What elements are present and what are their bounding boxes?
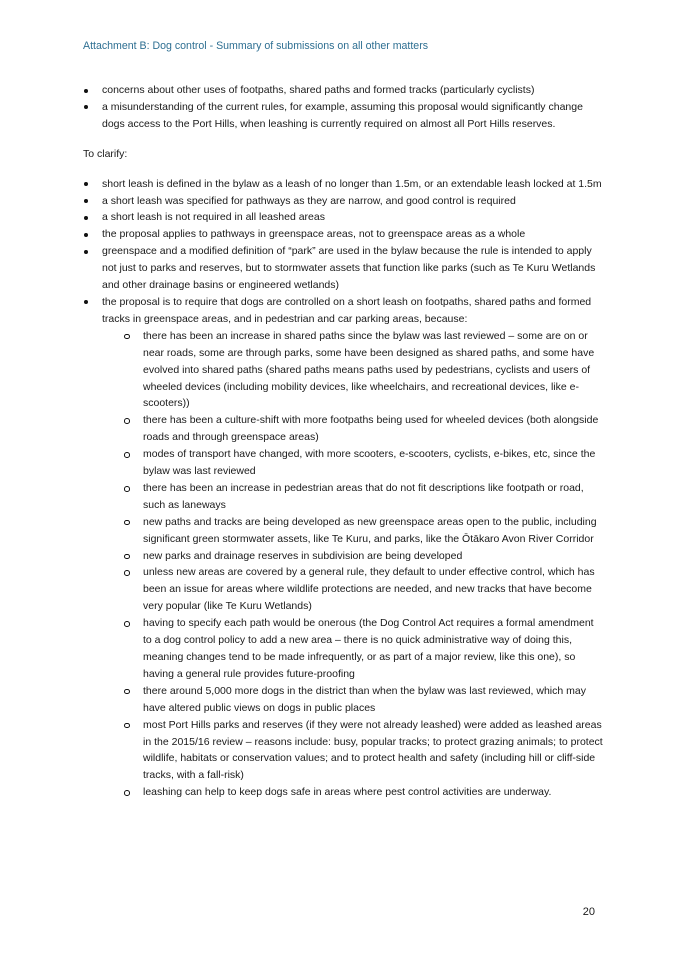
sub-bullet-item: there has been a culture-shift with more footpaths being used for wheeled devices (both alongside roads and through greenspace areas) — [102, 412, 603, 446]
sub-bullet-item: there around 5,000 more dogs in the district than when the bylaw was last reviewed, which may have altered public views on dogs in public places — [102, 683, 603, 717]
sub-bullet-item: new parks and drainage reserves in subdivision are being developed — [102, 548, 603, 565]
bullet-item-with-sublist — [83, 294, 603, 801]
intro-bullet-list — [83, 82, 603, 133]
sub-bullet-item: having to specify each path would be onerous (the Dog Control Act requires a formal amendment to a dog control policy to add a new area – there is no quick administrative way of doing this, meaning changes tend to be made infrequently, or as part of a major review, like this one), so having a general rule provides future-proofing — [102, 615, 603, 683]
bullet-item: the proposal applies to pathways in greenspace areas, not to greenspace areas as a whole — [83, 226, 603, 243]
bullet-item-text: the proposal is to require that dogs are controlled on a short leash on footpaths, shared paths and formed tracks in greenspace areas, and in pedestrian and car parking areas, because: — [102, 295, 592, 325]
document-body — [83, 82, 603, 801]
bullet-item: greenspace and a modified definition of “park” are used in the bylaw because the rule is intended to apply not just to parks and reserves, but to stormwater assets that function like parks (such as Te Kuru Wetlands and other drainage basins or engineered wetlands) — [83, 243, 603, 294]
attachment-header: Attachment B: Dog control - Summary of submissions on all other matters — [83, 40, 429, 52]
sub-bullet-item: new paths and tracks are being developed as new greenspace areas open to the public, including significant green stormwater assets, like Te Kuru, and parks, like the Ōtākaro Avon River Corridor — [102, 514, 603, 548]
clarify-heading: To clarify: — [83, 147, 128, 160]
sub-bullet-item: there has been an increase in shared paths since the bylaw was last reviewed – some are on or near roads, some are through parks, some have been designed as shared paths, and some have evolved into shared paths (shared paths means paths used by pedestrians, cyclists and users of wheeled devices (including mobility devices, like wheelchairs, and recreational devices, like e-scooters)) — [102, 328, 603, 413]
sub-bullet-item: modes of transport have changed, with more scooters, e-scooters, cyclists, e-bikes, etc, since the bylaw was last reviewed — [102, 446, 603, 480]
reasons-sub-list — [102, 328, 603, 801]
bullet-item: a misunderstanding of the current rules, for example, assuming this proposal would significantly change dogs access to the Port Hills, when leashing is currently required on almost all Port Hills reserves. — [83, 99, 603, 133]
bullet-item: short leash is defined in the bylaw as a leash of no longer than 1.5m, or an extendable leash locked at 1.5m — [83, 176, 603, 193]
sub-bullet-item: there has been an increase in pedestrian areas that do not fit descriptions like footpath or road, such as laneways — [102, 480, 603, 514]
bullet-item: a short leash is not required in all leashed areas — [83, 209, 603, 226]
bullet-item: a short leash was specified for pathways as they are narrow, and good control is required — [83, 193, 603, 210]
bullet-item: concerns about other uses of footpaths, shared paths and formed tracks (particularly cyclists) — [83, 82, 603, 99]
sub-bullet-item: leashing can help to keep dogs safe in areas where pest control activities are underway. — [102, 784, 603, 801]
page-number: 20 — [582, 906, 595, 918]
sub-bullet-item: most Port Hills parks and reserves (if they were not already leashed) were added as leashed areas in the 2015/16 review – reasons include: busy, popular tracks; to protect grazing animals; to protect wildlife, habitats or conservation values; and to protect health and safety (including hill or cliff-side tracks, with a fall-risk) — [102, 717, 603, 785]
sub-bullet-item: unless new areas are covered by a general rule, they default to under effective control, which has been an issue for areas where wildlife protections are needed, and new tracks that have become very popular (like Te Kuru Wetlands) — [102, 564, 603, 615]
clarify-bullet-list — [83, 176, 603, 802]
